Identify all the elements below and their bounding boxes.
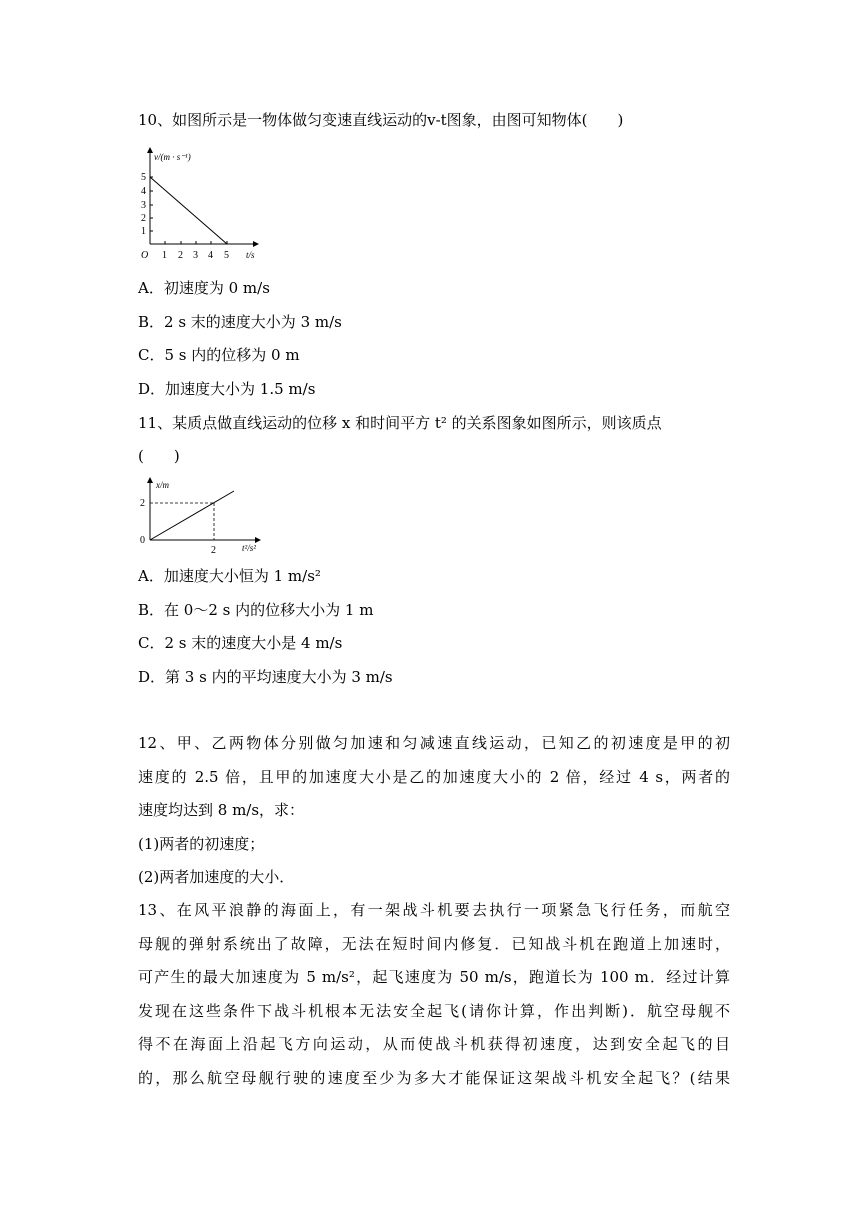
q10-option-c: C．5 s 内的位移为 0 m — [138, 346, 300, 364]
q12-part-1: (1)两者的初速度； — [138, 835, 265, 853]
q11-option-d: D．第 3 s 内的平均速度大小为 3 m/s — [138, 668, 393, 686]
q10-vt-graph — [138, 140, 268, 265]
q10-y-tick-3: 3 — [141, 200, 146, 211]
q11-origin: 0 — [140, 535, 145, 546]
q11-x-label: t²/s² — [242, 543, 256, 553]
q10-y-label: v/(m · s⁻¹) — [154, 152, 191, 162]
q13-line-5: 得不在海面上沿起飞方向运动，从而使战斗机获得初速度，达到安全起飞的目 — [138, 1035, 730, 1053]
q10-stem: 10、如图所示是一物体做匀变速直线运动的v-t图象，由图可知物体( ) — [138, 111, 624, 129]
q11-y-label: x/m — [156, 480, 169, 490]
q10-option-d: D．加速度大小为 1.5 m/s — [138, 380, 316, 398]
q10-option-a: A．初速度为 0 m/s — [138, 279, 270, 297]
q13-line-3: 可产生的最大加速度为 5 m/s²，起飞速度为 50 m/s，跑道长为 100 m．经过计算 — [138, 968, 730, 986]
q10-x-label: t/s — [246, 250, 255, 260]
q11-data-line — [150, 491, 234, 540]
q11-x-tick-2: 2 — [211, 545, 216, 556]
q11-stem-line2: ( ) — [138, 447, 180, 465]
q12-line-2: 速度的 2.5 倍，且甲的加速度大小是乙的加速度大小的 2 倍，经过 4 s，两者的 — [138, 768, 730, 786]
q10-x-tick-5: 5 — [224, 250, 229, 261]
q13-line-4: 发现在这些条件下战斗机根本无法安全起飞(请你计算，作出判断)．航空母舰不 — [138, 1002, 730, 1020]
q10-y-tick-5: 5 — [141, 172, 146, 183]
q10-x-tick-3: 3 — [193, 250, 198, 261]
q10-x-tick-2: 2 — [178, 250, 183, 261]
q10-option-b: B．2 s 末的速度大小为 3 m/s — [138, 313, 342, 331]
q10-origin: O — [141, 250, 149, 261]
q12-line-1: 12、甲、乙两物体分别做匀加速和匀减速直线运动，已知乙的初速度是甲的初 — [138, 734, 730, 752]
q10-x-tick-1: 1 — [162, 250, 167, 261]
q10-velocity-line — [150, 177, 227, 244]
q10-y-tick-2: 2 — [141, 213, 146, 224]
q11-y-tick-2: 2 — [140, 498, 145, 509]
q12-part-2: (2)两者加速度的大小． — [138, 868, 295, 886]
q11-xt2-graph — [138, 472, 268, 557]
q12-line-3: 速度均达到 8 m/s，求： — [138, 801, 305, 819]
q11-stem-line1: 11、某质点做直线运动的位移 x 和时间平方 t² 的关系图象如图所示，则该质点 — [138, 414, 662, 432]
q13-line-6: 的，那么航空母舰行驶的速度至少为多大才能保证这架战斗机安全起飞？(结果 — [138, 1069, 730, 1087]
q10-x-tick-4: 4 — [208, 250, 213, 261]
q10-y-tick-1: 1 — [141, 226, 146, 237]
q11-option-c: C．2 s 末的速度大小是 4 m/s — [138, 634, 343, 652]
q13-line-2: 母舰的弹射系统出了故障，无法在短时间内修复．已知战斗机在跑道上加速时， — [138, 935, 730, 953]
q11-option-a: A．加速度大小恒为 1 m/s² — [138, 567, 321, 585]
q10-y-tick-4: 4 — [141, 186, 146, 197]
q13-line-1: 13、在风平浪静的海面上，有一架战斗机要去执行一项紧急飞行任务，而航空 — [138, 901, 730, 919]
q11-option-b: B．在 0～2 s 内的位移大小为 1 m — [138, 601, 374, 619]
